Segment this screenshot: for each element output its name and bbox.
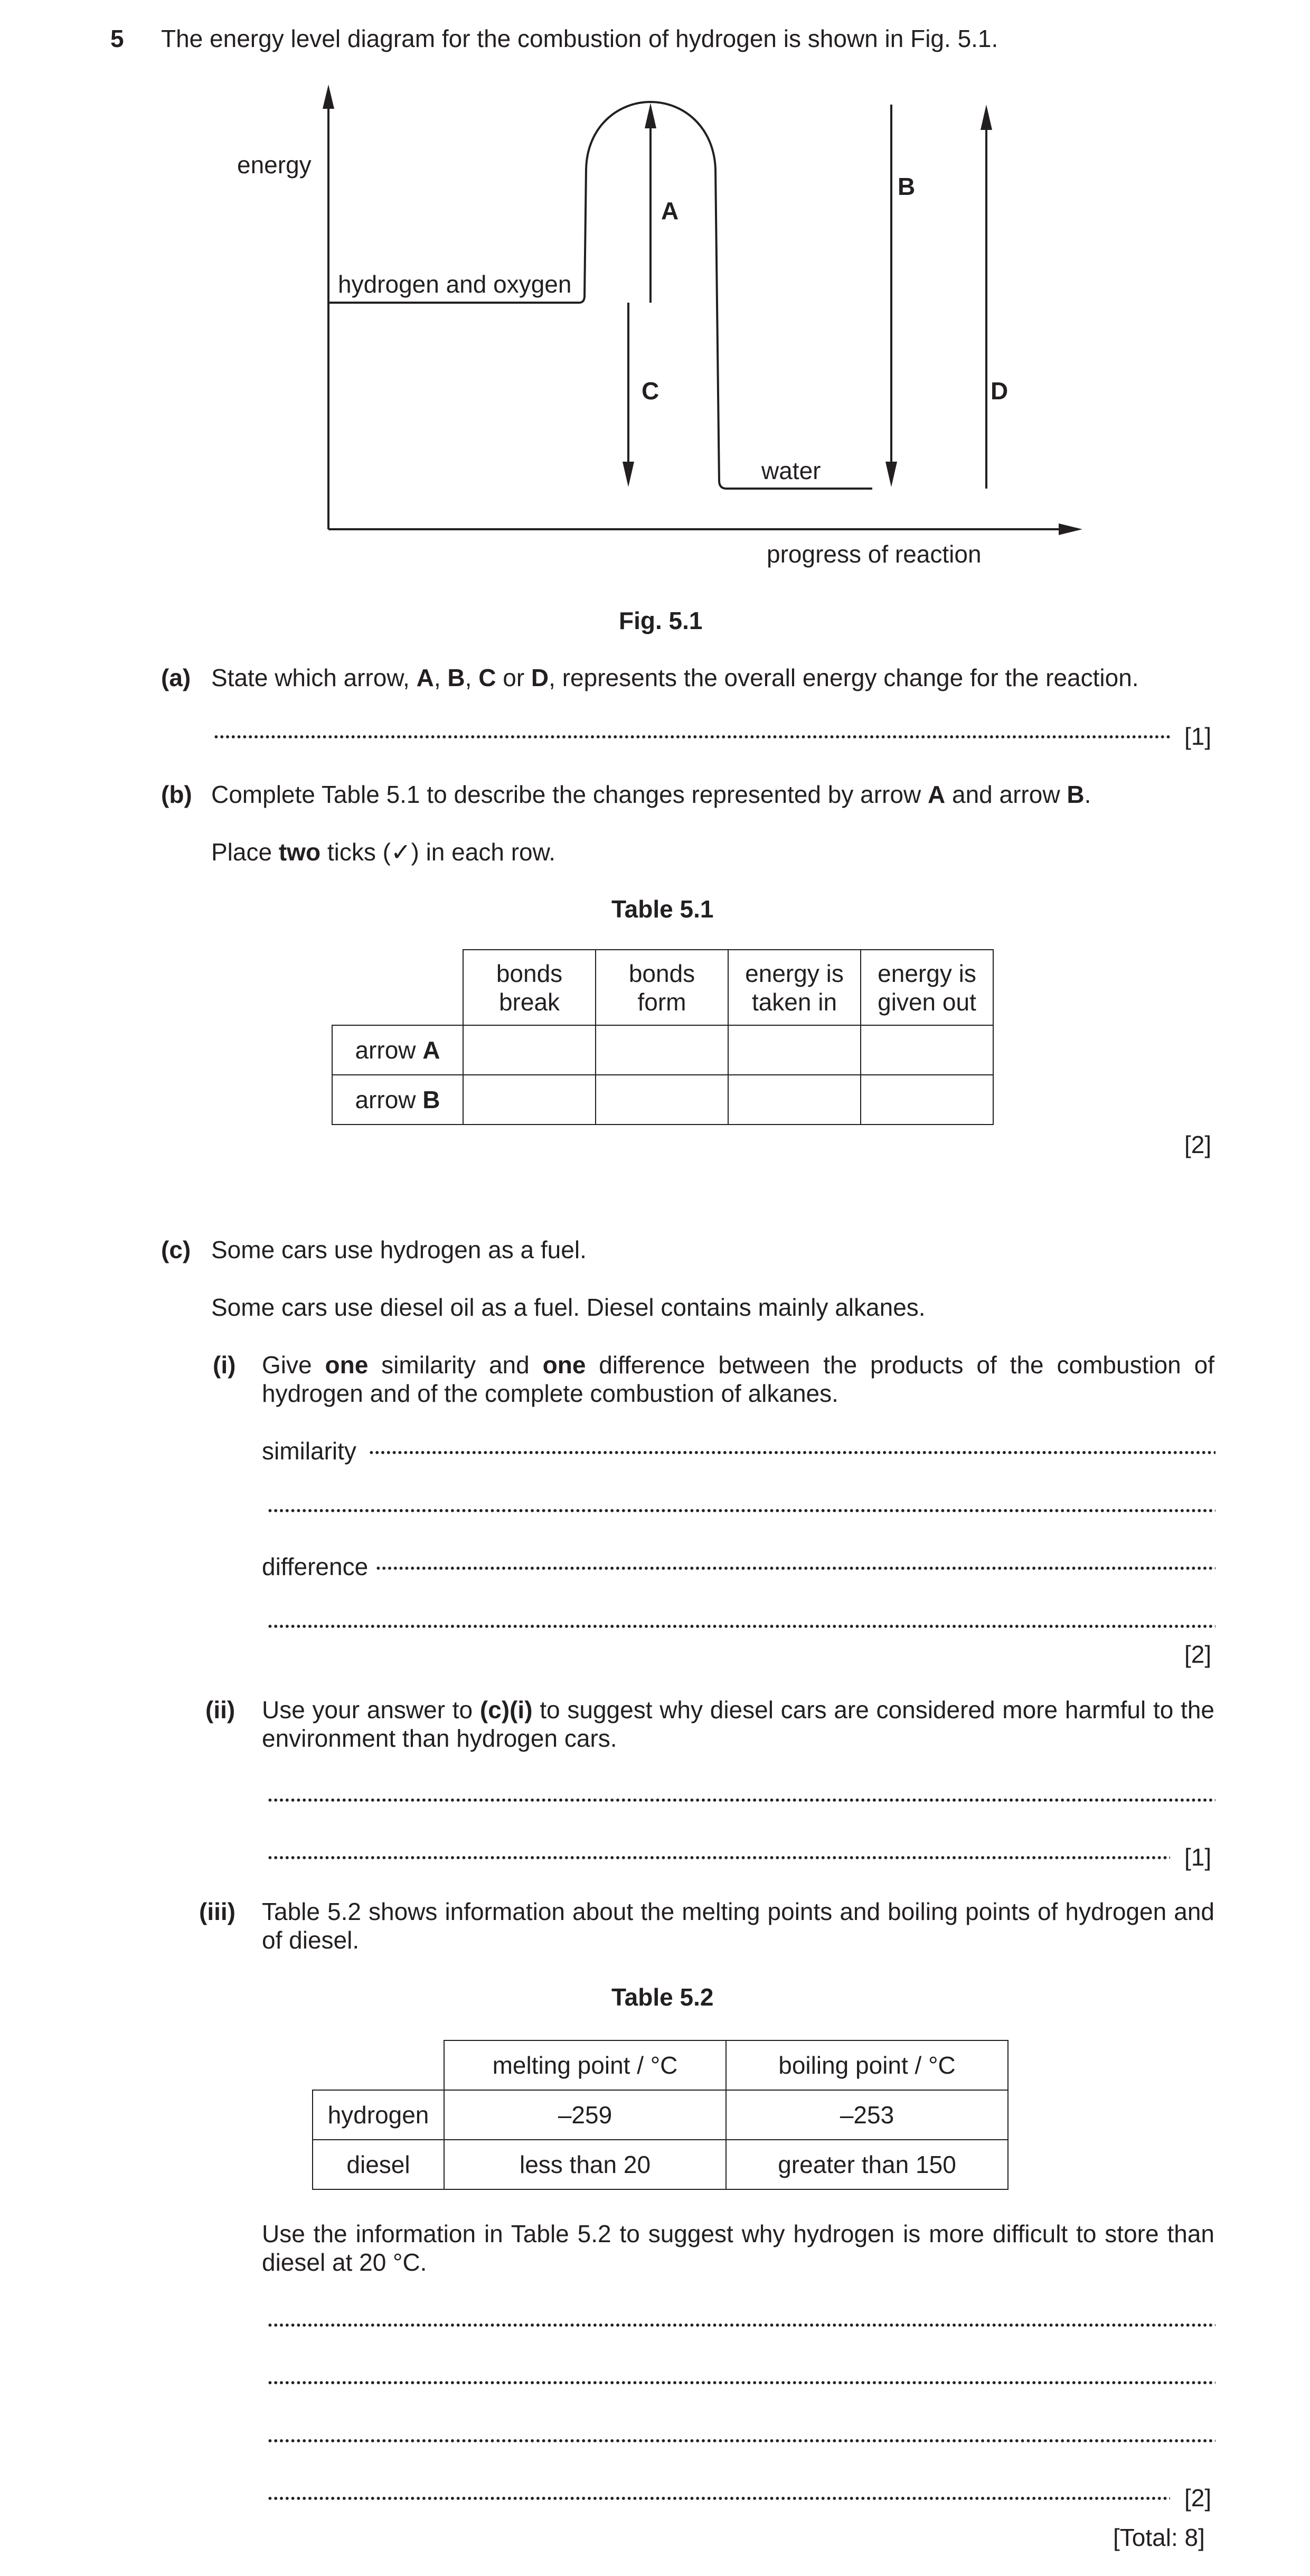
figure-caption: Fig. 5.1 [619, 607, 703, 634]
arrow-a-head [645, 103, 656, 128]
answer-line-c-iii-4[interactable] [267, 2493, 1170, 2504]
answer-line-c-ii-1[interactable] [267, 1795, 1215, 1805]
arrow-c-label: C [642, 377, 659, 405]
part-c-line1: Some cars use hydrogen as a fuel. [211, 1236, 587, 1263]
arrow-a-label: A [661, 197, 679, 224]
part-c-iii-marks: [2] [1184, 2484, 1212, 2512]
answer-line-c-iii-3[interactable] [267, 2436, 1215, 2446]
part-b-label: (b) [161, 781, 192, 808]
answer-line-difference-2[interactable] [267, 1621, 1215, 1632]
part-c-iii-question: Use the information in Table 5.2 to suggest why hydrogen is more difficult to store than diesel at 20 °C. [262, 2220, 1214, 2276]
part-c-i-label: (i) [213, 1351, 236, 1379]
x-axis-arrowhead [1059, 523, 1082, 535]
total-marks: [Total: 8] [1113, 2524, 1205, 2551]
part-c-line2: Some cars use diesel oil as a fuel. Diesel contains mainly alkanes. [211, 1294, 926, 1321]
answer-line-similarity[interactable] [369, 1447, 1215, 1458]
energy-level-diagram [0, 0, 1310, 581]
part-c-label: (c) [161, 1236, 191, 1263]
part-a-marks: [1] [1184, 723, 1212, 750]
tick-cell[interactable] [861, 1025, 993, 1075]
part-c-iii-text: Table 5.2 shows information about the melting points and boiling points of hydrogen and of diesel. [262, 1898, 1214, 1954]
header-boiling-point: boiling point / °C [726, 2040, 1008, 2090]
products-label: water [761, 457, 821, 484]
arrow-b-head [885, 462, 897, 487]
answer-line-difference[interactable] [375, 1563, 1215, 1573]
tick-cell[interactable] [728, 1075, 861, 1125]
row-diesel-bp: greater than 150 [726, 2140, 1008, 2189]
table-5-2-title: Table 5.2 [611, 1983, 714, 2011]
answer-line-c-iii-1[interactable] [267, 2320, 1215, 2330]
difference-label: difference [262, 1553, 369, 1580]
tick-cell[interactable] [728, 1025, 861, 1075]
tick-cell[interactable] [596, 1075, 728, 1125]
row-hydrogen-name: hydrogen [313, 2090, 444, 2140]
part-a-question: State which arrow, A, B, C or D, represents the overall energy change for the reaction. [211, 664, 1139, 691]
row-diesel-name: diesel [313, 2140, 444, 2189]
table-5-1 [332, 949, 994, 1125]
part-b-instruction: Place two ticks (✓) in each row. [211, 838, 556, 866]
x-axis-label: progress of reaction [767, 540, 982, 568]
row-hydrogen-bp: –253 [726, 2090, 1008, 2140]
part-b-question: Complete Table 5.1 to describe the changes represented by arrow A and arrow B. [211, 781, 1091, 808]
tick-cell[interactable] [596, 1025, 728, 1075]
table-5-1-title: Table 5.1 [611, 895, 714, 923]
answer-line-a[interactable] [213, 732, 1170, 742]
answer-line-c-iii-2[interactable] [267, 2377, 1215, 2388]
part-c-ii-marks: [1] [1184, 1843, 1212, 1871]
y-axis-label: energy [237, 151, 312, 179]
arrow-c-head [623, 462, 634, 487]
arrow-b-label: B [898, 173, 916, 200]
y-axis-arrowhead [323, 85, 334, 109]
part-c-ii-question: Use your answer to (c)(i) to suggest why diesel cars are considered more harmful to the environment than hydrogen cars. [262, 1696, 1214, 1752]
part-c-iii-label: (iii) [199, 1898, 235, 1925]
question-number: 5 [110, 25, 124, 52]
arrow-d-head [981, 105, 992, 130]
header-energy-given-out: energy is given out [861, 950, 993, 1025]
row-diesel-mp: less than 20 [444, 2140, 726, 2189]
header-bonds-break: bonds break [463, 950, 596, 1025]
table-5-2 [312, 2040, 1009, 2190]
header-energy-taken-in: energy is taken in [728, 950, 861, 1025]
part-c-i-question: Give one similarity and one difference between the products of the combustion of hydrogen and of the complete combustion of alkanes. [262, 1351, 1215, 1407]
part-b-marks: [2] [1184, 1131, 1212, 1158]
answer-line-c-ii-2[interactable] [267, 1852, 1170, 1863]
tick-cell[interactable] [861, 1075, 993, 1125]
question-intro: The energy level diagram for the combustion of hydrogen is shown in Fig. 5.1. [161, 25, 998, 52]
row-hydrogen-mp: –259 [444, 2090, 726, 2140]
header-melting-point: melting point / °C [444, 2040, 726, 2090]
part-c-i-marks: [2] [1184, 1641, 1212, 1668]
header-bonds-form: bonds form [596, 950, 728, 1025]
similarity-label: similarity [262, 1437, 356, 1465]
row-label-arrow-a: arrow A [332, 1025, 463, 1075]
answer-line-similarity-2[interactable] [267, 1505, 1215, 1516]
part-c-ii-label: (ii) [205, 1696, 235, 1723]
tick-cell[interactable] [463, 1075, 596, 1125]
part-a-label: (a) [161, 664, 191, 691]
reactants-label: hydrogen and oxygen [338, 270, 572, 298]
row-label-arrow-b: arrow B [332, 1075, 463, 1125]
tick-cell[interactable] [463, 1025, 596, 1075]
arrow-d-label: D [991, 377, 1009, 405]
